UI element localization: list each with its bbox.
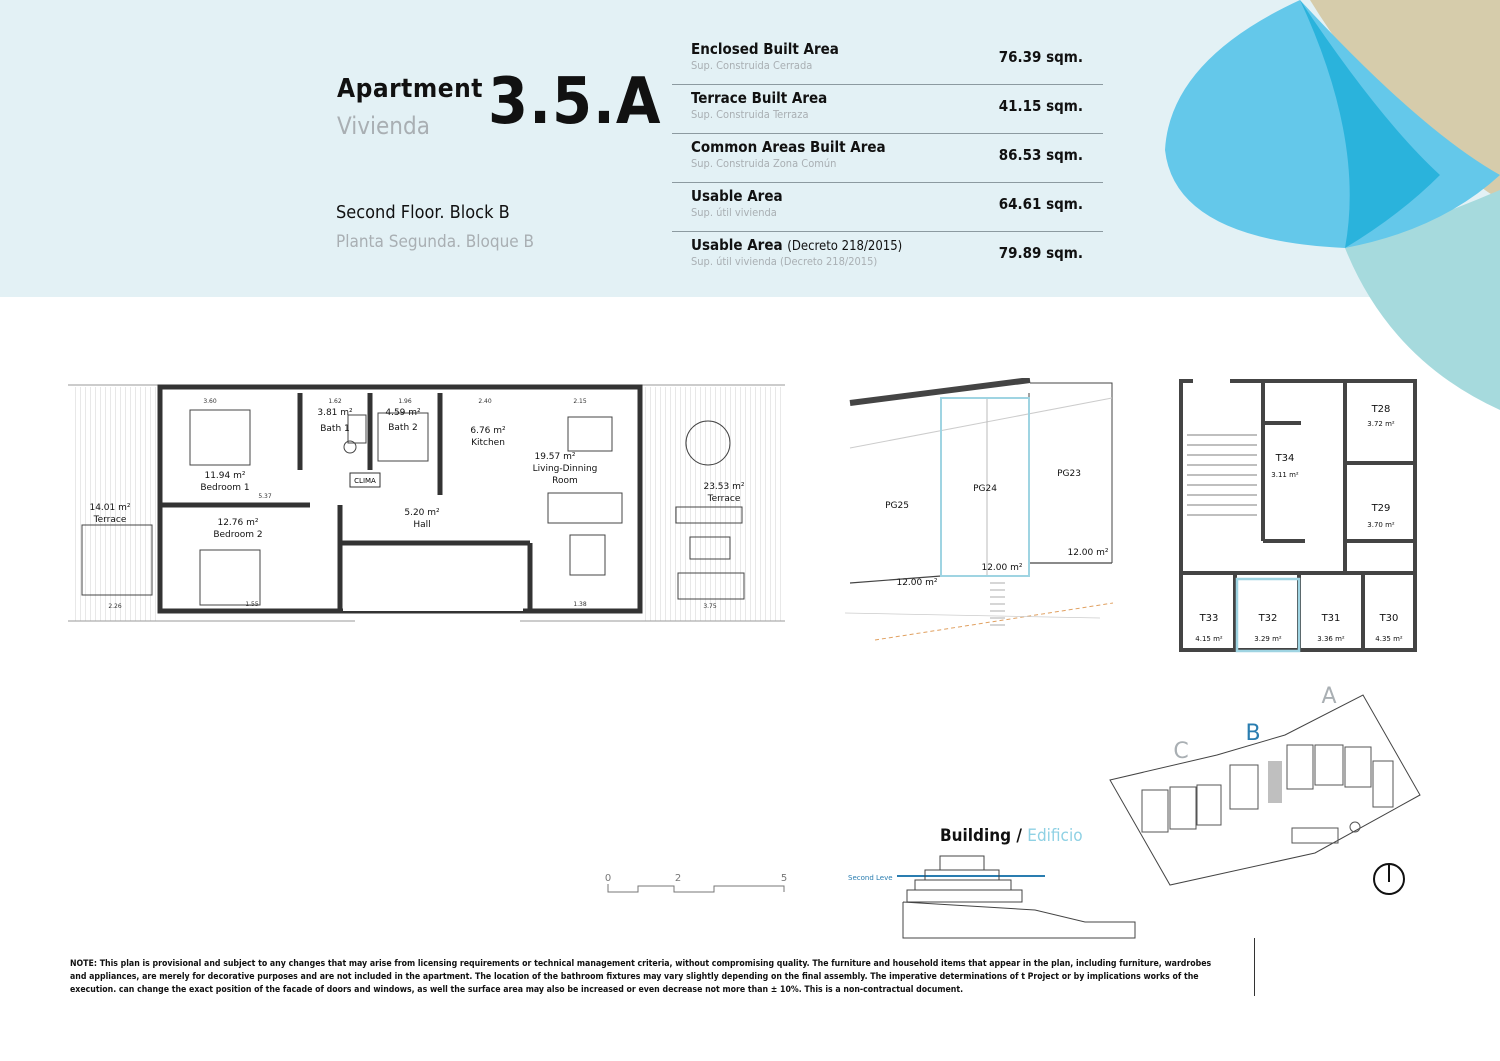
area-row [672,182,1103,232]
floor-label: Second Floor. Block B [336,202,510,223]
svg-text:2.15: 2.15 [573,398,587,405]
block-label: A [1321,684,1337,709]
scale-tick: 0 [604,873,612,884]
area-value: 79.89 sqm. [998,244,1083,262]
area-value: 76.39 sqm. [998,48,1083,66]
storage-id: T34 [1275,453,1295,464]
svg-text:2.26: 2.26 [108,603,122,610]
area-value: 41.15 sqm. [998,97,1083,115]
storage-id: T28 [1371,404,1391,415]
disclaimer-note: NOTE: This plan is provisional and subject to any changes that may arise from licensing requirements or technical management criteria, without compromising quality. The furniture and household items that appear in the plan, including furniture, wardrobes and appliances, are merely for decorative purposes and are not included in the apartment. The location of the bathroom fixtures may vary slightly depending on the final assembly. The imperative determinations of t Project or by implications works of the execution. can change the exact position of the facade of doors and windows, as well the surface area may also be increased or even decrease not more than ± 10%. This is a non-contractual document. [70,959,1212,995]
svg-text:3.60: 3.60 [203,398,217,405]
room-name: Living-Dinning [532,464,598,474]
scale-tick: 2 [674,873,682,884]
scale-tick: 5 [780,873,788,884]
storage-plan [1175,375,1420,660]
decorative-shapes [1150,0,1500,420]
building-label: Building / Edificio [940,826,1083,846]
apartment-number: 3.5.A [488,65,662,139]
right-terrace-deck [642,387,782,621]
area-row [672,84,1103,134]
svg-text:1.55: 1.55 [245,601,259,608]
room-area: 14.01 m² [89,503,131,513]
storage-area: 3.36 m² [1317,635,1345,643]
area-label: Usable Area [691,187,783,205]
storage-area: 3.29 m² [1254,635,1282,643]
parking-area: 12.00 m² [896,578,938,588]
parking-plan [845,378,1120,648]
area-row [672,133,1103,183]
svg-text:3.75: 3.75 [703,603,717,610]
parking-area: 12.00 m² [981,563,1023,573]
room-area: 19.57 m² [534,452,576,462]
room-area: 11.94 m² [204,471,246,481]
svg-text:1.62: 1.62 [328,398,342,405]
area-label-es: Sup. Construida Zona Común [691,157,837,170]
room-name: Kitchen [471,438,505,448]
storage-id: T30 [1379,613,1399,624]
room-name: Bath 2 [388,423,418,433]
room-area: 3.81 m² [317,408,353,418]
apartment-floorplan [60,375,795,630]
area-value: 86.53 sqm. [998,146,1083,164]
room-name: Bedroom 1 [200,483,250,493]
floor-label-es: Planta Segunda. Bloque B [336,232,535,252]
level-label: Second Leve [848,874,893,882]
area-value: 64.61 sqm. [998,195,1083,213]
scale-bar [600,868,800,900]
storage-area: 3.72 m² [1367,420,1395,428]
room-name: Room [552,476,578,486]
block-label: C [1173,739,1189,764]
divider [1254,938,1255,996]
storage-id: T29 [1371,503,1391,514]
apartment-label: Apartment [337,74,483,104]
room-name: Terrace [707,494,741,504]
area-label: Common Areas Built Area [691,138,886,156]
room-name: Terrace [93,515,127,525]
storage-area: 3.11 m² [1271,471,1299,479]
area-row [672,35,1103,85]
storage-area: 3.70 m² [1367,521,1395,529]
storage-id: T31 [1321,613,1341,624]
parking-area: 12.00 m² [1067,548,1109,558]
room-area: 12.76 m² [217,518,259,528]
room-area: 4.59 m² [385,408,421,418]
room-name: Hall [413,520,431,530]
block-label-highlighted: B [1245,721,1261,746]
apartment-label-es: Vivienda [337,112,430,140]
building-section [845,850,1140,940]
clima-label: CLIMA [354,477,376,485]
area-label-es: Sup. útil vivienda [691,206,777,219]
svg-text:2.40: 2.40 [478,398,492,405]
parking-id: PG24 [973,484,997,494]
room-name: Bath 1 [320,424,350,434]
room-area: 6.76 m² [470,426,506,436]
area-label-es: Sup. útil vivienda (Decreto 218/2015) [691,255,878,268]
area-label-es: Sup. Construida Terraza [691,108,809,121]
storage-id: T32 [1258,613,1278,624]
area-label-es: Sup. Construida Cerrada [691,59,813,72]
area-row [672,231,1103,280]
area-label: Terrace Built Area [691,89,828,107]
storage-area: 4.15 m² [1195,635,1223,643]
svg-text:1.96: 1.96 [398,398,412,405]
room-area: 23.53 m² [703,482,745,492]
parking-id: PG23 [1057,469,1081,479]
parking-id: PG25 [885,501,909,511]
area-label: Enclosed Built Area [691,40,839,58]
room-area: 5.20 m² [404,508,440,518]
area-label: Usable Area (Decreto 218/2015) [691,236,903,254]
room-name: Bedroom 2 [213,530,263,540]
storage-area: 4.35 m² [1375,635,1403,643]
storage-id: T33 [1199,613,1219,624]
svg-text:1.38: 1.38 [573,601,587,608]
north-arrow-icon [1372,860,1408,896]
svg-text:5.37: 5.37 [258,493,272,500]
